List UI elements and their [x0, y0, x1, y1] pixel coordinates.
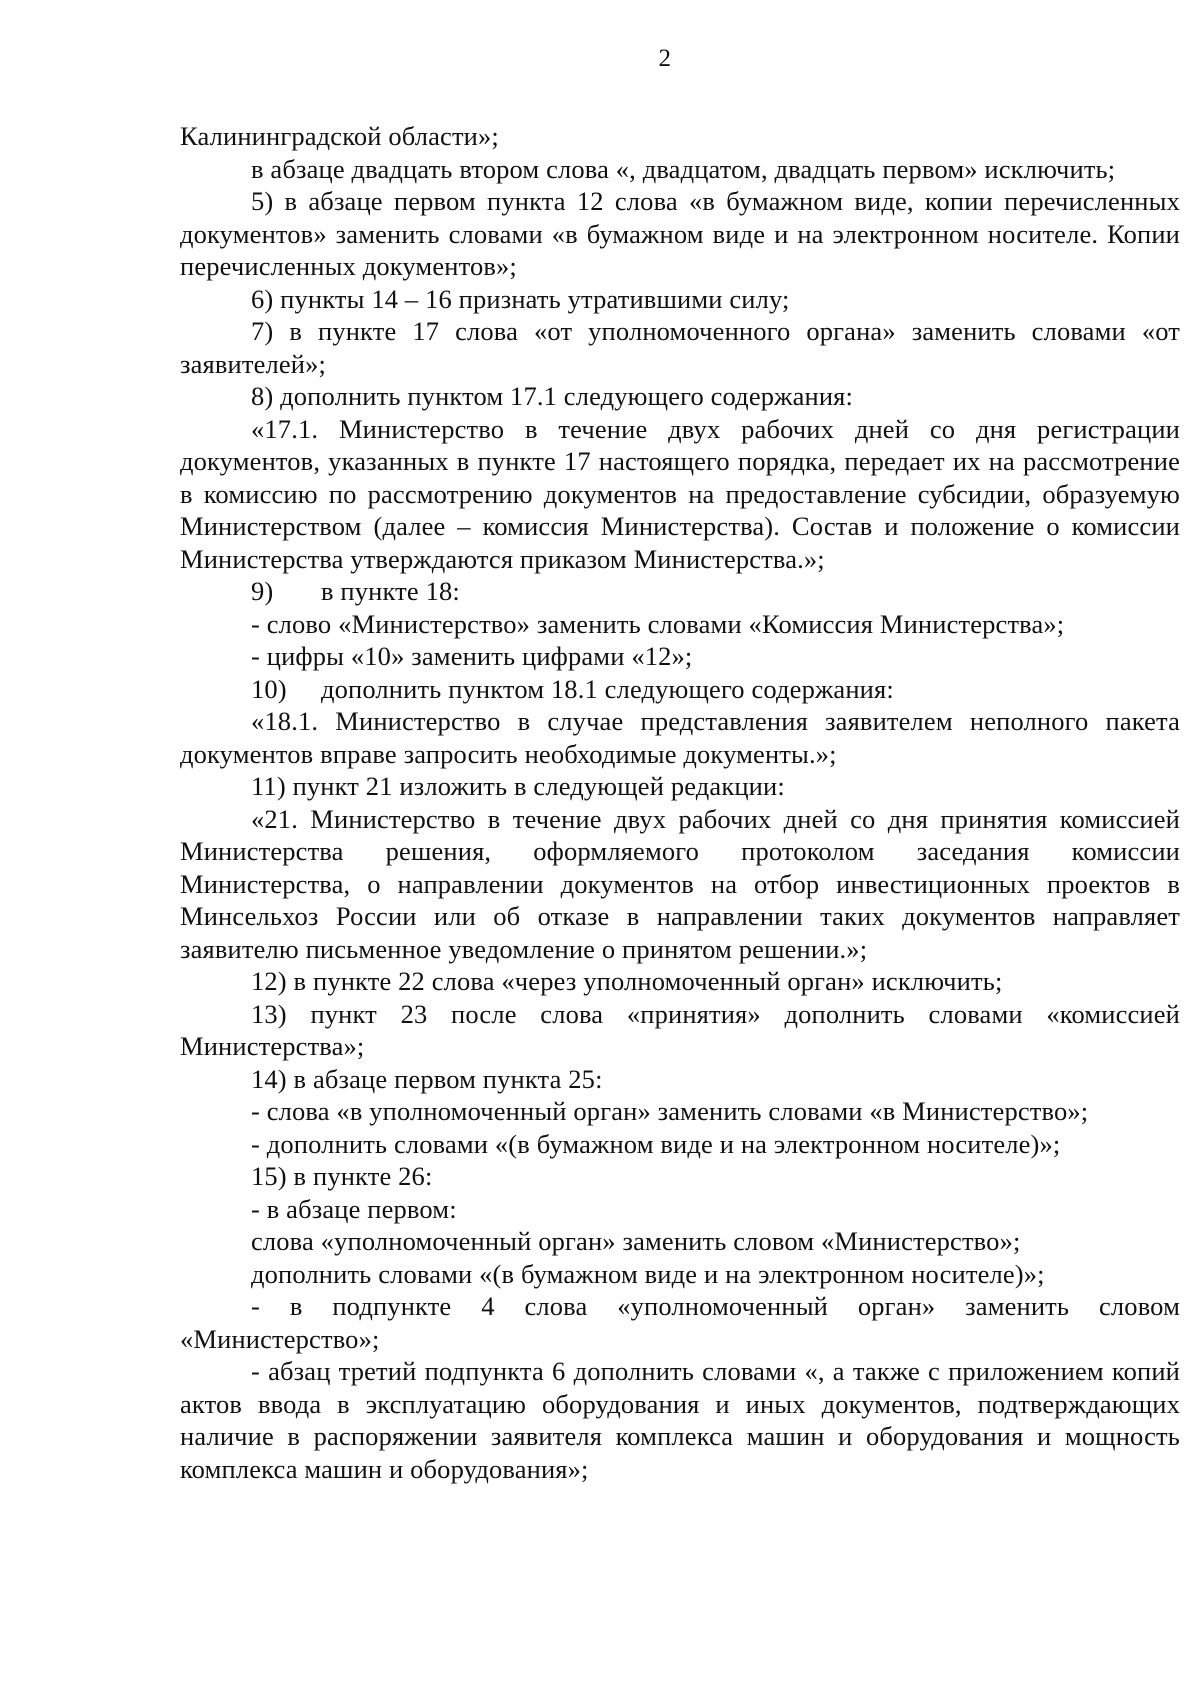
paragraph-quote-17-1: «17.1. Министерство в течение двух рабочих дней со дня регистрации документов, указанных в пункте 17 настоящего порядка, передает их на рассмотрение в комиссию по рассмотрению документов на предоставление субсидии, образуемую Министерством (далее – комиссия Министерства). Состав и положение о комиссии Министерства утверждаются приказом Министерства.»;: [180, 413, 1180, 574]
paragraph-quote-18-1: «18.1. Министерство в случае представления заявителем неполного пакета документов вправе запросить необходимые документы.»;: [180, 706, 1180, 769]
paragraph-item-8: 8) дополнить пунктом 17.1 следующего содержания:: [251, 381, 854, 411]
paragraph-dash-item: - дополнить словами «(в бумажном виде и на электронном носителе)»;: [251, 1128, 1061, 1159]
paragraph-item-7: 7) в пункте 17 слова «от уполномоченного органа» заменить словами «от заявителей»;: [180, 316, 1180, 379]
item-number: 9): [251, 576, 274, 606]
paragraph-item-9: [180, 575, 1180, 608]
paragraph-item-14: 14) в абзаце первом пункта 25:: [251, 1063, 603, 1094]
paragraph-sub-item: слова «уполномоченный орган» заменить словом «Министерство»;: [251, 1226, 1021, 1256]
paragraph-dash-item: - слова «в уполномоченный орган» заменить словами «в Министерство»;: [251, 1096, 1089, 1126]
item-text: дополнить пунктом 18.1 следующего содержания:: [321, 673, 894, 704]
paragraph-item-5: 5) в абзаце первом пункта 12 слова «в бумажном виде, копии перечисленных документов» заменить словами «в бумажном виде и на электронном носителе. Копии перечисленных документов»;: [180, 186, 1180, 281]
paragraph-sub-item: дополнить словами «(в бумажном виде и на электронном носителе)»;: [251, 1258, 1045, 1289]
paragraph-dash-subpoint-4: - в подпункте 4 слова «уполномоченный орган» заменить словом «Министерство»;: [180, 1291, 1180, 1354]
paragraph-item-13: 13) пункт 23 после слова «принятия» дополнить словами «комиссией Министерства»;: [180, 998, 1180, 1061]
paragraph-amendment: в абзаце двадцать втором слова «, двадцатом, двадцать первом» исключить;: [251, 153, 1116, 184]
item-text: в пункте 18:: [321, 576, 460, 606]
paragraph-dash-item: - цифры «10» заменить цифрами «12»;: [251, 641, 693, 671]
paragraph-item-15: 15) в пункте 26:: [251, 1161, 433, 1191]
paragraph-item-11: 11) пункт 21 изложить в следующей редакции:: [251, 771, 785, 801]
paragraph-item-12: 12) в пункте 22 слова «через уполномоченный орган» исключить;: [251, 966, 1003, 996]
page-number: 2: [658, 45, 672, 72]
paragraph-dash-subpoint-6: - абзац третий подпункта 6 дополнить словами «, а также с приложением копий актов ввода в эксплуатацию оборудования и иных документов, подтверждающих наличие в распоряжении заявителя комплекса машин и оборудования и мощность комплекса машин и оборудования»;: [180, 1356, 1180, 1484]
paragraph-item-10: [180, 673, 1180, 706]
document-body: [180, 120, 1180, 1485]
paragraph-quote-21: «21. Министерство в течение двух рабочих дней со дня принятия комиссией Министерства решения, оформляемого протоколом заседания комиссии Министерства, о направлении документов на отбор инвестиционных проектов в Минсельхоз России или об отказе в направлении таких документов направляет заявителю письменное уведомление о принятом решении.»;: [180, 803, 1180, 964]
paragraph-dash-item: - слово «Министерство» заменить словами «Комиссия Министерства»;: [251, 608, 1065, 639]
paragraph-continuation: Калининградской области»;: [180, 121, 499, 151]
paragraph-dash-item: - в абзаце первом:: [251, 1193, 457, 1224]
item-number: 10): [251, 673, 287, 704]
paragraph-item-6: 6) пункты 14 – 16 признать утратившими силу;: [251, 283, 790, 314]
